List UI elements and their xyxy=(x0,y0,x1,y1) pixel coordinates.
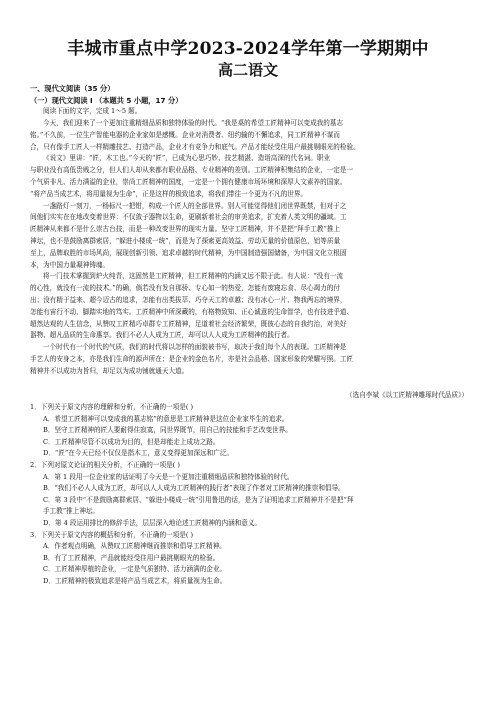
passage-line: 神坛，也不是鼓励离群索居，“躲进小楼成一统”，而是为了探索更高效益、劳动无量的价值原色，铝等质量 xyxy=(30,236,341,245)
passage xyxy=(30,118,470,378)
passage-line: 与职业没有高低贵贱之分，但人们人却从来都有职业品格、专业精神的差别。工匠精神积集结的企业，一定是一 xyxy=(30,166,354,175)
question-option: A．希望工匠精神可以变成我的墓志铭”的意思是工匠精神是这位企业家毕生的追求。 xyxy=(43,414,289,423)
question-option: 手工教”推上神坛。 xyxy=(43,507,100,516)
question-option: D．“匠”在今天已经不仅仅是指木工，意义变得更加深远和广泛。 xyxy=(43,449,234,458)
questions xyxy=(30,402,470,588)
exam-subtitle: 高二语文 xyxy=(217,61,278,79)
passage-line: 器物、超凡品质的生命惠享。我们不必人人成为工匠，却可以人人成为工匠精神的践行者。 xyxy=(30,331,294,340)
question-option: C．工匠精神尽管不以成功为目的，但是却能走上成功之路。 xyxy=(43,437,220,446)
passage-line: 本，为中国力量凝神铸魂。 xyxy=(30,260,110,269)
passage-line: 今天，我们迎来了一个更加注重精细品质和独特体验的时代。“我是桌的希望工匠精神可以变成我的墓志 xyxy=(43,119,344,127)
passage-line: 一个时代有一个时代的气质，我们的时代将以怎样的面貌被书写，取决于我们每个人的表现。工匠精神是 xyxy=(43,343,347,352)
question-option: A．第 1 段用一位企业家的话证明了今天是一个更加注重精细品质和独特体验的时代。 xyxy=(43,472,294,481)
passage-line: 将一门技术掌握到炉火纯青，这固然是工匠精神，但工匠精神的内涵又远不限于此。有人说：“没有一流 xyxy=(43,272,344,281)
question-option: C．第 3 段中“不是鼓励离群索居、“躲进小楼成一统”引用鲁迅的话，是为了证明追求工匠精神并不是把“拜 xyxy=(43,495,354,504)
subsection-heading: （一）现代文阅读 I （本题共 5 小题，17 分） xyxy=(30,96,183,105)
question-option: D．第 4 段运用排比的修辞手法，层层深入地论述工匠精神的内涵和意义。 xyxy=(43,518,262,527)
question-option: B．“我们不必人人成为工匠，却可以人人成为工匠精神的践行者”表现了作者对工匠精神的推崇和倡导。 xyxy=(43,484,345,493)
section-heading: 一、现代文阅读（35 分） xyxy=(30,84,115,93)
passage-line: 超然达观的人生信念，从赞叹工匠精巧卓群专工匠精神，足道着社会经济繁荣，既彼心态的自我约治，对美好 xyxy=(30,319,347,328)
question-stem: 1．下列关于原文内容的理解和分析，不正确的一项是( ) xyxy=(30,403,194,411)
instruction: 阅读下面的文字，完成 1～5 题。 xyxy=(43,107,142,115)
passage-line: “将产品当成艺术，将用量视为生命”，正是这样的极致追求，将我们带往一个更为不凡的世界。 xyxy=(30,189,308,198)
passage-line: 怎能有宙行不动、脚踏实地的笃实。工匠精神中所深藏的，有格物致知、正心诚意的生命智学，也有技进乎道、 xyxy=(30,307,354,316)
question-option: D．工匠精神的极致追求是将产品当成艺术，将质量视为生命。 xyxy=(43,576,227,585)
passage-line: 出；没有精于益来、超今迈古的追求，怎能有出类拔萃、巧夺天工的卓越；没有冰心一片、物我两忘的境界， xyxy=(30,295,347,304)
question-stem: 2．下列对原文论证的相关分析，不正确的一项是( ) xyxy=(30,460,180,469)
question-option: B．有了工匠精神，产品就能经受住用户最挑剔眼光的检验。 xyxy=(43,553,220,562)
question-option: C．工匠精神厚植的企业，一定是气质独特、活力涵满的企业。 xyxy=(43,565,227,574)
passage-line: 《说文》里讲：“匠，木工也。”今天的“匠”，已成为心思巧妙、技艺精湛、造诣高深的代名词。职业 xyxy=(43,154,331,163)
passage-line: 合，只有像手工匠人一样精雕技艺、打造产品，企业才有竞争力和底气。产品才能经受住用户最挑剔眼光的检验。 xyxy=(30,142,360,151)
question-stem: 3．下列关于原文内容的概括和分析，不正确的一项是( ) xyxy=(30,530,194,539)
passage-line: 匠精神从来都不是什么崇古台技，而是一种改变世界的现实力量。坚守工匠精神，并不是把“拜手工教”推上 xyxy=(30,225,341,234)
passage-line: 一盏路灯一刻刀，一杨标尺一把钳，构成一个匠人的全部世界。别人可能觉得他们闭世界既禁，但对于之 xyxy=(43,201,347,210)
passage-line: 至上，品牌取胜的市场风尚，展现创新引领、追求卓越的时代精神，为中国制造强国储备，为中国文化立根固 xyxy=(30,248,347,257)
passage-line: 铭。”不久前，一位生产智能电器的企业家如是感慨。企业对消费者、纽约输的不懈追求，同工匠精神不谋而 xyxy=(30,130,340,139)
passage-line: 精神并不以成功为旨归，却足以为成功铺就通天大道。 xyxy=(30,366,189,375)
question-option: A．作者观点明确，从赞叹工匠精神继而推崇和倡导工匠精神。 xyxy=(43,542,226,551)
passage-line: 个气质非凡、活力满溢的企业，崇尚工匠精神的国度，一定是一个拥有健康市场环境和深厚人文素养的国家。 xyxy=(30,177,347,186)
exam-title: 丰城市重点中学2023-2024学年第一学期期中 xyxy=(67,39,429,59)
passage-line: 手艺人的安身之本，亦是我们生命的源声所在；是企业的金色名片，亦是社会品格、国家形象的荣耀写照。工匠 xyxy=(30,354,354,363)
passage-citation: （选自李斌《以工匠精神雕琢时代品质》） xyxy=(346,391,468,399)
passage-line: 的心性，就没有一流的技术。”的确，倘若没有发自那骄、专心如一的热爱，怎能有废寝忘食、尽心竭力的付 xyxy=(30,284,340,293)
question-option: B．坚守工匠精神的匠人要耐得住寂寞，同世界既节，用自己的技能和手艺改变世界。 xyxy=(43,426,292,435)
passage-line: 间他们实实在在地改变着世界：不仅敛子器物以生命，更刷新着社会的审美追求，扩充着人类文明的疆域。工 xyxy=(30,213,347,222)
